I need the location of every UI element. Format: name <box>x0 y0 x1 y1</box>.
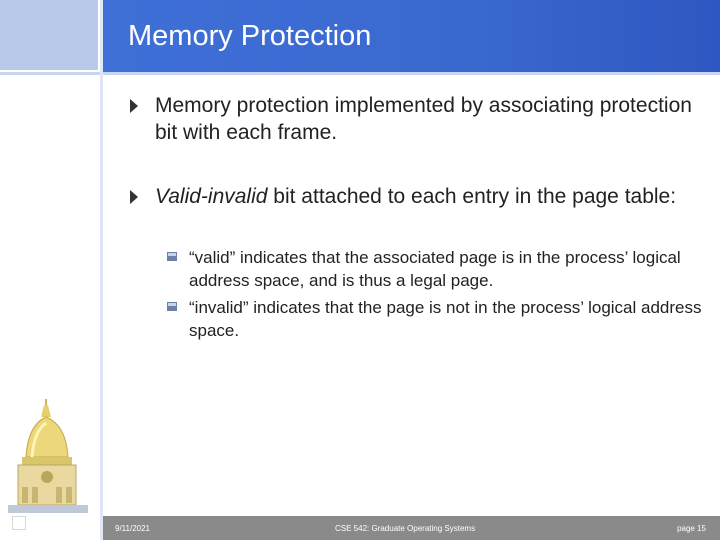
sub-bullet-1-text: “valid” indicates that the associated page is in the process’ logical address space, and is thus a legal page. <box>189 248 681 290</box>
footer-page: page 15 <box>677 524 706 533</box>
corner-square <box>12 516 26 530</box>
sub-bullet-2 <box>167 296 707 342</box>
footer-course: CSE 542: Graduate Operating Systems <box>335 524 476 533</box>
slide-title: Memory Protection <box>128 20 372 52</box>
bullet-2-text <box>155 183 700 210</box>
square-bullet-icon <box>167 252 177 261</box>
sub-bullet-1 <box>167 246 707 292</box>
arrow-bullet-icon <box>130 190 138 204</box>
corner-block <box>0 0 98 70</box>
footer-bar <box>103 516 720 540</box>
sub-bullet-2-text: “invalid” indicates that the page is not in the process’ logical address space. <box>189 298 702 340</box>
left-divider <box>100 0 103 540</box>
golden-dome-icon <box>8 395 88 513</box>
footer-date: 9/11/2021 <box>115 524 150 533</box>
bullet-1-text: Memory protection implemented by associating protection bit with each frame. <box>155 94 692 144</box>
header-rule <box>0 72 720 75</box>
bullet-2-rest: bit attached to each entry in the page table: <box>267 185 677 208</box>
arrow-bullet-icon <box>130 99 138 113</box>
bullet-2-italic: Valid-invalid <box>155 185 268 208</box>
square-bullet-icon <box>167 302 177 311</box>
bullet-1 <box>130 92 700 146</box>
bullet-2 <box>130 183 700 210</box>
